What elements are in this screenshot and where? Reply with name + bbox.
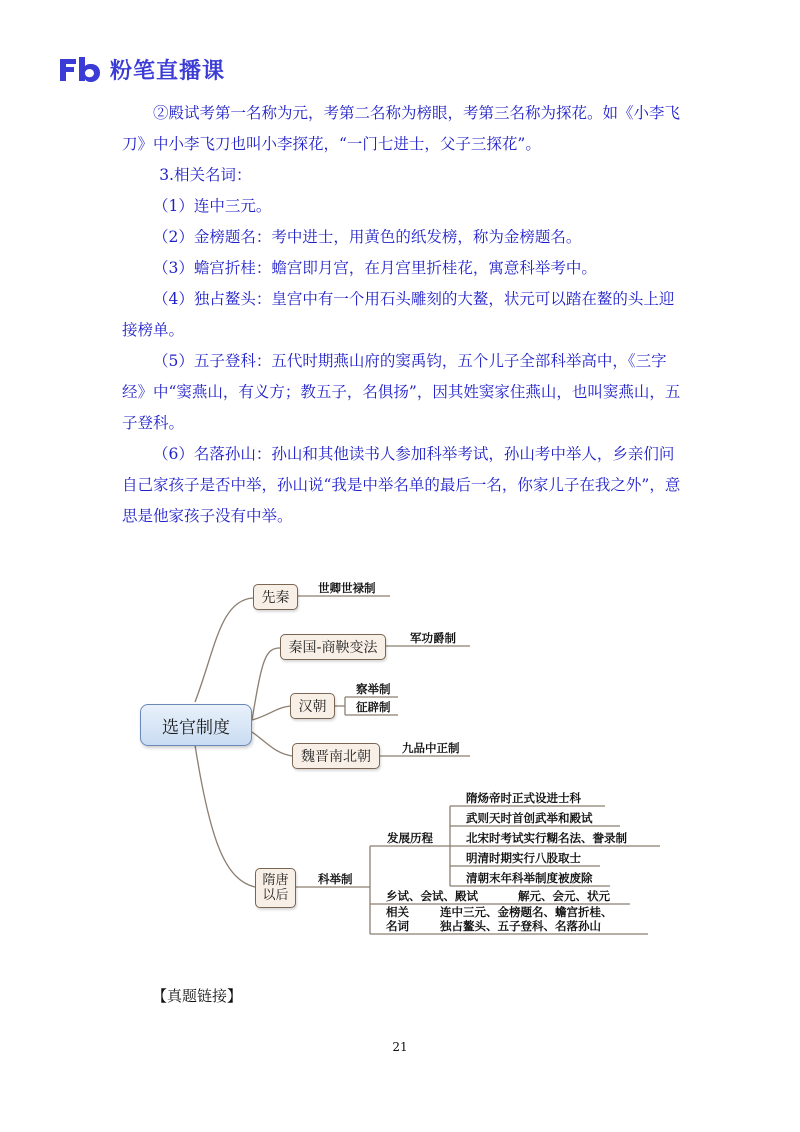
paragraph-term-6: （6）名落孙山：孙山和其他读书人参加科举考试，孙山考中举人，乡亲们问自己家孩子是否中举，孙山说“我是中举名单的最后一名，你家儿子在我之外”，意思是他家孩子没有中举。 [122,445,681,525]
dev-item-1: 隋炀帝时正式设进士科 [466,791,581,805]
terms-label-line1: 相关 [386,905,409,919]
leaf-jiupin: 九品中正制 [402,741,460,755]
branch-wei-jin: 魏晋南北朝 [292,743,380,769]
dev-item-2: 武则天时首创武举和殿试 [466,811,593,825]
development-label: 发展历程 [387,831,433,845]
leaf-chaju: 察举制 [356,682,391,696]
branch-pre-qin: 先秦 [253,584,298,610]
exam-titles: 解元、会元、状元 [518,889,610,903]
leaf-military-merit: 军功爵制 [410,631,456,645]
body-text [122,98,682,532]
brand-logo [58,53,225,85]
paragraph-term-5: （5）五子登科：五代时期燕山府的窦禹钧，五个儿子全部科举高中，《三字经》中“窦燕山，有义方；教五子，名俱扬”，因其姓窦家住燕山，也叫窦燕山，五子登科。 [122,352,681,432]
leaf-zhengbi: 征辟制 [356,700,391,714]
selection-system-mindmap [0,560,800,960]
terms-line-2: 独占鳌头、五子登科、名落孙山 [440,919,601,933]
leaf-shiqing-shilu: 世卿世禄制 [318,581,376,595]
dev-item-4: 明清时期实行八股取士 [466,851,581,865]
fb-logo-icon [58,55,102,83]
paragraph-term-3: （3）蟾宫折桂：蟾宫即月宫，在月宫里折桂花，寓意科举考中。 [153,259,597,277]
terms-line-1: 连中三元、金榜题名、蟾宫折桂、 [440,905,613,919]
exam-levels: 乡试、会试、殿试 [386,889,478,903]
dev-item-3: 北宋时考试实行糊名法、誊录制 [466,831,627,845]
terms-label-line2: 名词 [386,919,409,933]
branch-han: 汉朝 [290,693,335,719]
paragraph-related-terms-heading: 3.相关名词： [159,166,252,184]
paragraph-exam-ranks: ②殿试考第一名称为元，考第二名称为榜眼，考第三名称为探花。如《小李飞刀》中小李飞刀也叫小李探花，“一门七进士，父子三探花”。 [122,104,681,153]
dev-item-5: 清朝末年科举制度被废除 [466,871,593,885]
branch-qin-shang-yang: 秦国-商鞅变法 [280,634,386,660]
section-title: 【真题链接】 [152,987,243,1005]
paragraph-term-1: （1）连中三元。 [153,197,272,215]
keju-label: 科举制 [318,872,353,886]
branch-sui-tang: 隋唐以后 [255,868,296,908]
page-number: 21 [392,1040,408,1054]
root-node: 选官制度 [140,704,252,746]
paragraph-term-4: （4）独占鳌头：皇宫中有一个用石头雕刻的大鳌，状元可以踏在鳌的头上迎接榜单。 [122,290,675,339]
paragraph-term-2: （2）金榜题名：考中进士，用黄色的纸发榜，称为金榜题名。 [153,228,582,246]
brand-name: 粉笔直播课 [110,58,226,84]
